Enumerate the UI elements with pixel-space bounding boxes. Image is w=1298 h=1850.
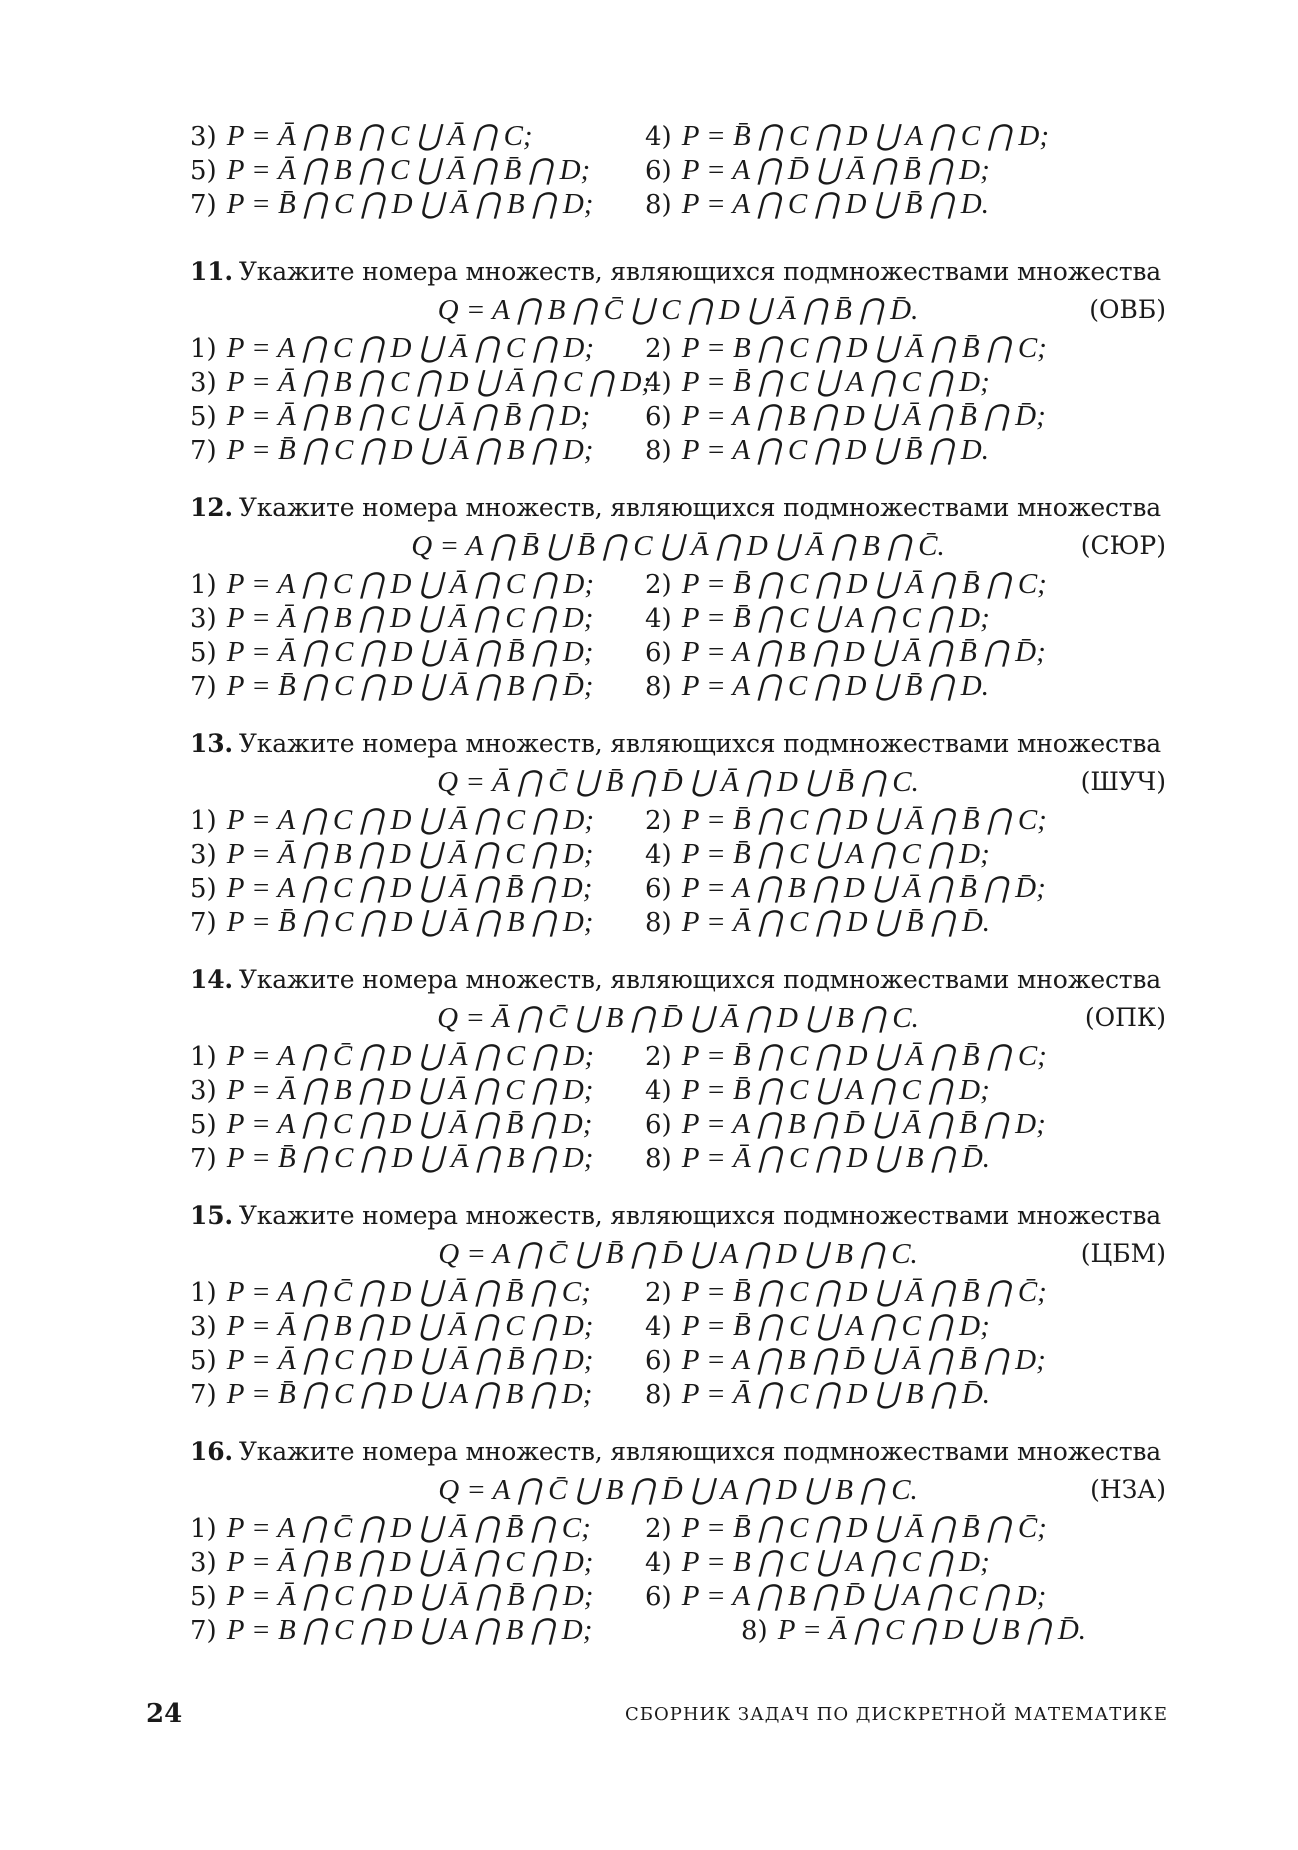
target-set-formula: Q = A ⋂ B ⋂ C̄ ⋃ C ⋂ D ⋃ Ā ⋂ B̄ ⋂ D̄. xyxy=(437,294,919,326)
answer-code: (ОПК) xyxy=(1084,1003,1166,1032)
set-formula: P = Ā ⋂ C ⋂ D ⋃ B ⋂ D̄. xyxy=(777,1613,1087,1646)
answer-row xyxy=(190,634,1166,668)
answer-option-left xyxy=(190,904,645,939)
answer-number: 7) xyxy=(190,435,217,466)
answer-row xyxy=(190,1274,1166,1308)
set-formula: P = Ā ⋂ B ⋂ C ⋃ Ā ⋂ B̄ ⋂ D; xyxy=(226,153,591,186)
page-footer xyxy=(146,1694,1168,1734)
answer-option-left xyxy=(190,668,645,703)
answer-number: 7) xyxy=(190,907,217,938)
set-formula: P = Ā ⋂ B ⋂ C ⋃ Ā ⋂ B̄ ⋂ D; xyxy=(226,399,591,432)
answer-option-left xyxy=(190,1578,645,1613)
answer-number: 8) xyxy=(741,1615,768,1646)
set-formula: P = B̄ ⋂ C ⋂ D ⋃ Ā ⋂ B ⋂ D; xyxy=(226,1141,594,1174)
answer-number: 6) xyxy=(645,401,672,432)
answer-option-left xyxy=(190,432,645,467)
answer-option-left xyxy=(190,1072,645,1107)
answer-number: 6) xyxy=(645,1345,672,1376)
set-formula: P = B̄ ⋂ C ⋂ D ⋃ Ā ⋂ B̄ ⋂ C; xyxy=(681,1039,1047,1072)
answer-number: 4) xyxy=(645,1547,672,1578)
answer-row xyxy=(190,1342,1166,1376)
answer-number: 8) xyxy=(645,907,672,938)
answer-row xyxy=(190,566,1166,600)
set-formula: P = A ⋂ B ⋂ D̄ ⋃ Ā ⋂ B̄ ⋂ D; xyxy=(681,1107,1046,1140)
set-formula: P = Ā ⋂ B ⋂ D ⋃ Ā ⋂ C ⋂ D; xyxy=(226,1545,594,1578)
answer-number: 4) xyxy=(645,839,672,870)
answer-number: 7) xyxy=(190,1379,217,1410)
target-set-formula: Q = A ⋂ B̄ ⋃ B̄ ⋂ C ⋃ Ā ⋂ D ⋃ Ā ⋂ B ⋂ C̄. xyxy=(411,530,945,562)
answer-option-right xyxy=(645,802,1166,837)
answer-option-left xyxy=(190,1612,645,1647)
set-formula: P = A ⋂ C̄ ⋂ D ⋃ Ā ⋂ C ⋂ D; xyxy=(226,1039,595,1072)
answer-option-left xyxy=(190,364,652,399)
answer-number: 5) xyxy=(190,155,217,186)
answer-number: 8) xyxy=(645,1379,672,1410)
answer-row xyxy=(190,1510,1166,1544)
answer-option-left xyxy=(190,1308,645,1343)
set-formula: P = B ⋂ C ⋃ A ⋂ C ⋂ D; xyxy=(681,1545,990,1578)
answer-row xyxy=(190,152,1166,186)
task-16 xyxy=(190,1434,1166,1646)
task-number: 12. xyxy=(190,493,233,522)
answer-number: 2) xyxy=(645,569,672,600)
answer-option-right xyxy=(645,364,1166,399)
task-text: Укажите номера множеств, являющихся подмножествами множества xyxy=(238,257,1161,286)
set-formula: P = Ā ⋂ B ⋂ D ⋃ Ā ⋂ C ⋂ D; xyxy=(226,601,594,634)
target-set-formula: Q = A ⋂ C̄ ⋃ B̄ ⋂ D̄ ⋃ A ⋂ D ⋃ B ⋂ C. xyxy=(438,1238,918,1270)
answer-row xyxy=(190,904,1166,938)
answer-option-right xyxy=(645,566,1166,601)
set-formula: P = Ā ⋂ B ⋂ D ⋃ Ā ⋂ C ⋂ D; xyxy=(226,1309,594,1342)
answer-option-right xyxy=(645,1510,1166,1545)
answer-number: 3) xyxy=(190,839,217,870)
set-formula: P = A ⋂ C̄ ⋂ D ⋃ Ā ⋂ B̄ ⋂ C; xyxy=(226,1511,591,1544)
task-number: 13. xyxy=(190,729,233,758)
task-number: 16. xyxy=(190,1437,233,1466)
answer-number: 2) xyxy=(645,1513,672,1544)
answer-number: 6) xyxy=(645,637,672,668)
answer-option-right xyxy=(645,1544,1166,1579)
answer-option-right xyxy=(645,836,1166,871)
set-formula: P = A ⋂ B ⋂ D ⋃ Ā ⋂ B̄ ⋂ D̄; xyxy=(681,399,1046,432)
set-formula: P = A ⋂ C ⋂ D ⋃ Ā ⋂ B̄ ⋂ D; xyxy=(226,1107,593,1140)
answer-option-left xyxy=(190,600,645,635)
answer-option-right xyxy=(645,186,1166,221)
answer-number: 1) xyxy=(190,1513,217,1544)
answer-option-left xyxy=(190,1140,645,1175)
set-formula: P = A ⋂ C ⋂ D ⋃ Ā ⋂ C ⋂ D; xyxy=(226,567,595,600)
answer-option-left xyxy=(190,186,645,221)
answer-number: 4) xyxy=(645,603,672,634)
set-formula: P = Ā ⋂ B ⋂ D ⋃ Ā ⋂ C ⋂ D; xyxy=(226,837,594,870)
task-number: 14. xyxy=(190,965,233,994)
set-formula: P = B̄ ⋂ C ⋂ D ⋃ Ā ⋂ B ⋂ D; xyxy=(226,433,594,466)
intro-answer-list xyxy=(190,118,1166,220)
answer-option-right xyxy=(645,600,1166,635)
answer-number: 5) xyxy=(190,401,217,432)
set-formula: P = A ⋂ C ⋂ D ⋃ B̄ ⋂ D. xyxy=(681,433,989,466)
answer-number: 5) xyxy=(190,1581,217,1612)
answer-number: 3) xyxy=(190,1311,217,1342)
answer-option-right xyxy=(645,634,1166,669)
answer-code: (СЮР) xyxy=(1080,531,1166,560)
answer-number: 5) xyxy=(190,1109,217,1140)
answer-number: 8) xyxy=(645,1143,672,1174)
answer-row xyxy=(190,1578,1166,1612)
answer-row xyxy=(190,1106,1166,1140)
answer-number: 3) xyxy=(190,603,217,634)
task-number: 11. xyxy=(190,257,233,286)
set-formula: P = Ā ⋂ C ⋂ D ⋃ B ⋂ D̄. xyxy=(681,1141,991,1174)
answer-number: 1) xyxy=(190,1041,217,1072)
answer-row xyxy=(190,1612,1166,1646)
answer-option-left xyxy=(190,1342,645,1377)
answer-row xyxy=(190,836,1166,870)
answer-row xyxy=(190,1140,1166,1174)
set-formula: P = A ⋂ B ⋂ D̄ ⋃ A ⋂ C ⋂ D; xyxy=(681,1579,1047,1612)
target-set-formula: Q = Ā ⋂ C̄ ⋃ B ⋂ D̄ ⋃ Ā ⋂ D ⋃ B ⋂ C. xyxy=(437,1002,919,1034)
answer-number: 2) xyxy=(645,333,672,364)
answer-row xyxy=(190,1544,1166,1578)
set-formula: P = A ⋂ C̄ ⋂ D ⋃ Ā ⋂ B̄ ⋂ C; xyxy=(226,1275,591,1308)
set-formula: P = B̄ ⋂ C ⋂ D ⋃ Ā ⋂ B̄ ⋂ C; xyxy=(681,803,1047,836)
answer-number: 5) xyxy=(190,873,217,904)
target-set-line xyxy=(190,1470,1166,1510)
answer-option-left xyxy=(190,1274,645,1309)
set-formula: P = Ā ⋂ C ⋂ D ⋃ Ā ⋂ B̄ ⋂ D; xyxy=(226,1579,594,1612)
answer-number: 4) xyxy=(645,121,672,152)
task-text: Укажите номера множеств, являющихся подмножествами множества xyxy=(238,729,1161,758)
set-formula: P = B̄ ⋂ C ⋃ A ⋂ C ⋂ D; xyxy=(681,1073,990,1106)
answer-option-left xyxy=(190,118,645,153)
task-13 xyxy=(190,726,1166,938)
task-text: Укажите номера множеств, являющихся подмножествами множества xyxy=(238,493,1161,522)
answer-number: 3) xyxy=(190,1547,217,1578)
answer-option-left xyxy=(190,802,645,837)
answer-number: 2) xyxy=(645,1041,672,1072)
answer-number: 5) xyxy=(190,637,217,668)
answer-number: 8) xyxy=(645,189,672,220)
set-formula: P = B̄ ⋂ C ⋂ D ⋃ Ā ⋂ B ⋂ D; xyxy=(226,905,594,938)
set-formula: P = B ⋂ C ⋂ D ⋃ Ā ⋂ B̄ ⋂ C; xyxy=(681,331,1047,364)
set-formula: P = A ⋂ C ⋂ D ⋃ B̄ ⋂ D. xyxy=(681,187,989,220)
answer-option-right xyxy=(645,1140,1166,1175)
set-formula: P = Ā ⋂ B ⋂ C ⋃ Ā ⋂ C; xyxy=(226,119,533,152)
set-formula: P = B̄ ⋂ C ⋃ A ⋂ C ⋂ D; xyxy=(681,601,990,634)
set-formula: P = A ⋂ C ⋂ D ⋃ Ā ⋂ C ⋂ D; xyxy=(226,331,595,364)
answer-row xyxy=(190,330,1166,364)
set-formula: P = Ā ⋂ C ⋂ D ⋃ B ⋂ D̄. xyxy=(681,1377,991,1410)
target-set-line xyxy=(190,290,1166,330)
answer-option-left xyxy=(190,398,645,433)
answer-option-left xyxy=(190,870,645,905)
answer-number: 4) xyxy=(645,1075,672,1106)
answer-number: 6) xyxy=(645,873,672,904)
target-set-line xyxy=(190,1234,1166,1274)
answer-number: 7) xyxy=(190,189,217,220)
answer-option-right xyxy=(645,1308,1166,1343)
set-formula: P = Ā ⋂ C ⋂ D ⋃ Ā ⋂ B̄ ⋂ D; xyxy=(226,635,594,668)
answer-option-left xyxy=(190,330,645,365)
answer-number: 6) xyxy=(645,1581,672,1612)
answer-option-right xyxy=(645,904,1166,939)
answer-option-left xyxy=(190,1544,645,1579)
answer-option-right xyxy=(645,432,1166,467)
answer-number: 1) xyxy=(190,805,217,836)
answer-option-left xyxy=(190,1106,645,1141)
task-statement xyxy=(190,726,1166,762)
set-formula: P = Ā ⋂ C ⋂ D ⋃ B̄ ⋂ D̄. xyxy=(681,905,991,938)
answer-option-right xyxy=(645,152,1166,187)
answer-number: 3) xyxy=(190,367,217,398)
answer-code: (ОВБ) xyxy=(1089,295,1166,324)
answer-number: 4) xyxy=(645,1311,672,1342)
answer-row xyxy=(190,1308,1166,1342)
answer-row xyxy=(190,1038,1166,1072)
task-statement xyxy=(190,1198,1166,1234)
answer-row xyxy=(190,186,1166,220)
set-formula: P = B̄ ⋂ C ⋂ D ⋃ Ā ⋂ B̄ ⋂ C; xyxy=(681,567,1047,600)
answer-row xyxy=(190,600,1166,634)
answer-number: 7) xyxy=(190,671,217,702)
answer-option-right xyxy=(645,1578,1166,1613)
answer-option-left xyxy=(190,1038,645,1073)
task-12 xyxy=(190,490,1166,702)
answer-option-right xyxy=(645,398,1166,433)
answer-option-right xyxy=(645,1038,1166,1073)
tasks-container xyxy=(190,254,1166,1646)
set-formula: P = B̄ ⋂ C ⋂ D ⋃ Ā ⋂ B̄ ⋂ C̄; xyxy=(681,1275,1047,1308)
answer-option-right xyxy=(645,870,1166,905)
answer-number: 5) xyxy=(190,1345,217,1376)
answer-number: 4) xyxy=(645,367,672,398)
answer-option-left xyxy=(190,836,645,871)
task-14 xyxy=(190,962,1166,1174)
set-formula: P = B̄ ⋂ C ⋂ D ⋃ Ā ⋂ B ⋂ D̄; xyxy=(226,669,594,702)
set-formula: P = B ⋂ C ⋂ D ⋃ A ⋂ B ⋂ D; xyxy=(226,1613,593,1646)
task-statement xyxy=(190,962,1166,998)
answer-number: 2) xyxy=(645,805,672,836)
answer-code: (ЦБМ) xyxy=(1080,1239,1166,1268)
answer-row xyxy=(190,118,1166,152)
answer-number: 7) xyxy=(190,1143,217,1174)
target-set-line xyxy=(190,762,1166,802)
answer-row xyxy=(190,1072,1166,1106)
answer-row xyxy=(190,1376,1166,1410)
set-formula: P = Ā ⋂ C ⋂ D ⋃ Ā ⋂ B̄ ⋂ D; xyxy=(226,1343,594,1376)
answer-row xyxy=(190,870,1166,904)
set-formula: P = A ⋂ C ⋂ D ⋃ Ā ⋂ C ⋂ D; xyxy=(226,803,595,836)
target-set-line xyxy=(190,998,1166,1038)
answer-number: 7) xyxy=(190,1615,217,1646)
answer-option-right xyxy=(645,668,1166,703)
answer-option-right xyxy=(645,1274,1166,1309)
task-15 xyxy=(190,1198,1166,1410)
task-text: Укажите номера множеств, являющихся подмножествами множества xyxy=(238,1437,1161,1466)
set-formula: P = B̄ ⋂ C ⋂ D ⋃ A ⋂ B ⋂ D; xyxy=(226,1377,593,1410)
answer-option-right xyxy=(645,1342,1166,1377)
answer-number: 3) xyxy=(190,1075,217,1106)
answer-option-left xyxy=(190,152,645,187)
task-statement xyxy=(190,254,1166,290)
answer-option-left xyxy=(190,1510,645,1545)
answer-number: 6) xyxy=(645,1109,672,1140)
task-text: Укажите номера множеств, являющихся подмножествами множества xyxy=(238,965,1161,994)
answer-code: (НЗА) xyxy=(1090,1475,1166,1504)
answer-option-right xyxy=(645,1612,1166,1647)
task-number: 15. xyxy=(190,1201,233,1230)
target-set-formula: Q = Ā ⋂ C̄ ⋃ B̄ ⋂ D̄ ⋃ Ā ⋂ D ⋃ B̄ ⋂ C. xyxy=(437,766,919,798)
answer-row xyxy=(190,802,1166,836)
answer-row xyxy=(190,398,1166,432)
answer-number: 6) xyxy=(645,155,672,186)
answer-option-left xyxy=(190,634,645,669)
page-number: 24 xyxy=(146,1699,183,1729)
set-formula: P = B̄ ⋂ C ⋂ D ⋃ A ⋂ C ⋂ D; xyxy=(681,119,1050,152)
answer-option-left xyxy=(190,566,645,601)
book-title: СБОРНИК ЗАДАЧ ПО ДИСКРЕТНОЙ МАТЕМАТИКЕ xyxy=(624,1703,1168,1725)
task-11 xyxy=(190,254,1166,466)
set-formula: P = B̄ ⋂ C ⋃ A ⋂ C ⋂ D; xyxy=(681,365,990,398)
set-formula: P = Ā ⋂ B ⋂ C ⋂ D ⋃ Ā ⋂ C ⋂ D; xyxy=(226,365,652,398)
answer-number: 1) xyxy=(190,333,217,364)
answer-number: 2) xyxy=(645,1277,672,1308)
answer-option-right xyxy=(645,1376,1166,1411)
answer-number: 1) xyxy=(190,1277,217,1308)
set-formula: P = A ⋂ B ⋂ D ⋃ Ā ⋂ B̄ ⋂ D̄; xyxy=(681,871,1046,904)
answer-code: (ШУЧ) xyxy=(1080,767,1166,796)
set-formula: P = Ā ⋂ B ⋂ D ⋃ Ā ⋂ C ⋂ D; xyxy=(226,1073,594,1106)
task-text: Укажите номера множеств, являющихся подмножествами множества xyxy=(238,1201,1161,1230)
task-statement xyxy=(190,1434,1166,1470)
set-formula: P = B̄ ⋂ C ⋃ A ⋂ C ⋂ D; xyxy=(681,1309,990,1342)
set-formula: P = A ⋂ C ⋂ D ⋃ B̄ ⋂ D. xyxy=(681,669,989,702)
answer-option-right xyxy=(645,330,1166,365)
answer-number: 1) xyxy=(190,569,217,600)
set-formula: P = A ⋂ C ⋂ D ⋃ Ā ⋂ B̄ ⋂ D; xyxy=(226,871,593,904)
page-content xyxy=(190,118,1166,1646)
set-formula: P = A ⋂ B ⋂ D̄ ⋃ Ā ⋂ B̄ ⋂ D; xyxy=(681,1343,1046,1376)
set-formula: P = B̄ ⋂ C ⋃ A ⋂ C ⋂ D; xyxy=(681,837,990,870)
target-set-line xyxy=(190,526,1166,566)
set-formula: P = B̄ ⋂ C ⋂ D ⋃ Ā ⋂ B ⋂ D; xyxy=(226,187,594,220)
answer-number: 3) xyxy=(190,121,217,152)
answer-option-right xyxy=(645,1106,1166,1141)
set-formula: P = A ⋂ B ⋂ D ⋃ Ā ⋂ B̄ ⋂ D̄; xyxy=(681,635,1046,668)
task-statement xyxy=(190,490,1166,526)
answer-row xyxy=(190,668,1166,702)
set-formula: P = B̄ ⋂ C ⋂ D ⋃ Ā ⋂ B̄ ⋂ C̄; xyxy=(681,1511,1047,1544)
target-set-formula: Q = A ⋂ C̄ ⋃ B ⋂ D̄ ⋃ A ⋂ D ⋃ B ⋂ C. xyxy=(438,1474,918,1506)
answer-option-right xyxy=(645,118,1166,153)
answer-number: 8) xyxy=(645,435,672,466)
set-formula: P = A ⋂ D̄ ⋃ Ā ⋂ B̄ ⋂ D; xyxy=(681,153,990,186)
answer-row xyxy=(190,432,1166,466)
answer-row xyxy=(190,364,1166,398)
answer-option-right xyxy=(645,1072,1166,1107)
answer-number: 8) xyxy=(645,671,672,702)
answer-option-left xyxy=(190,1376,645,1411)
